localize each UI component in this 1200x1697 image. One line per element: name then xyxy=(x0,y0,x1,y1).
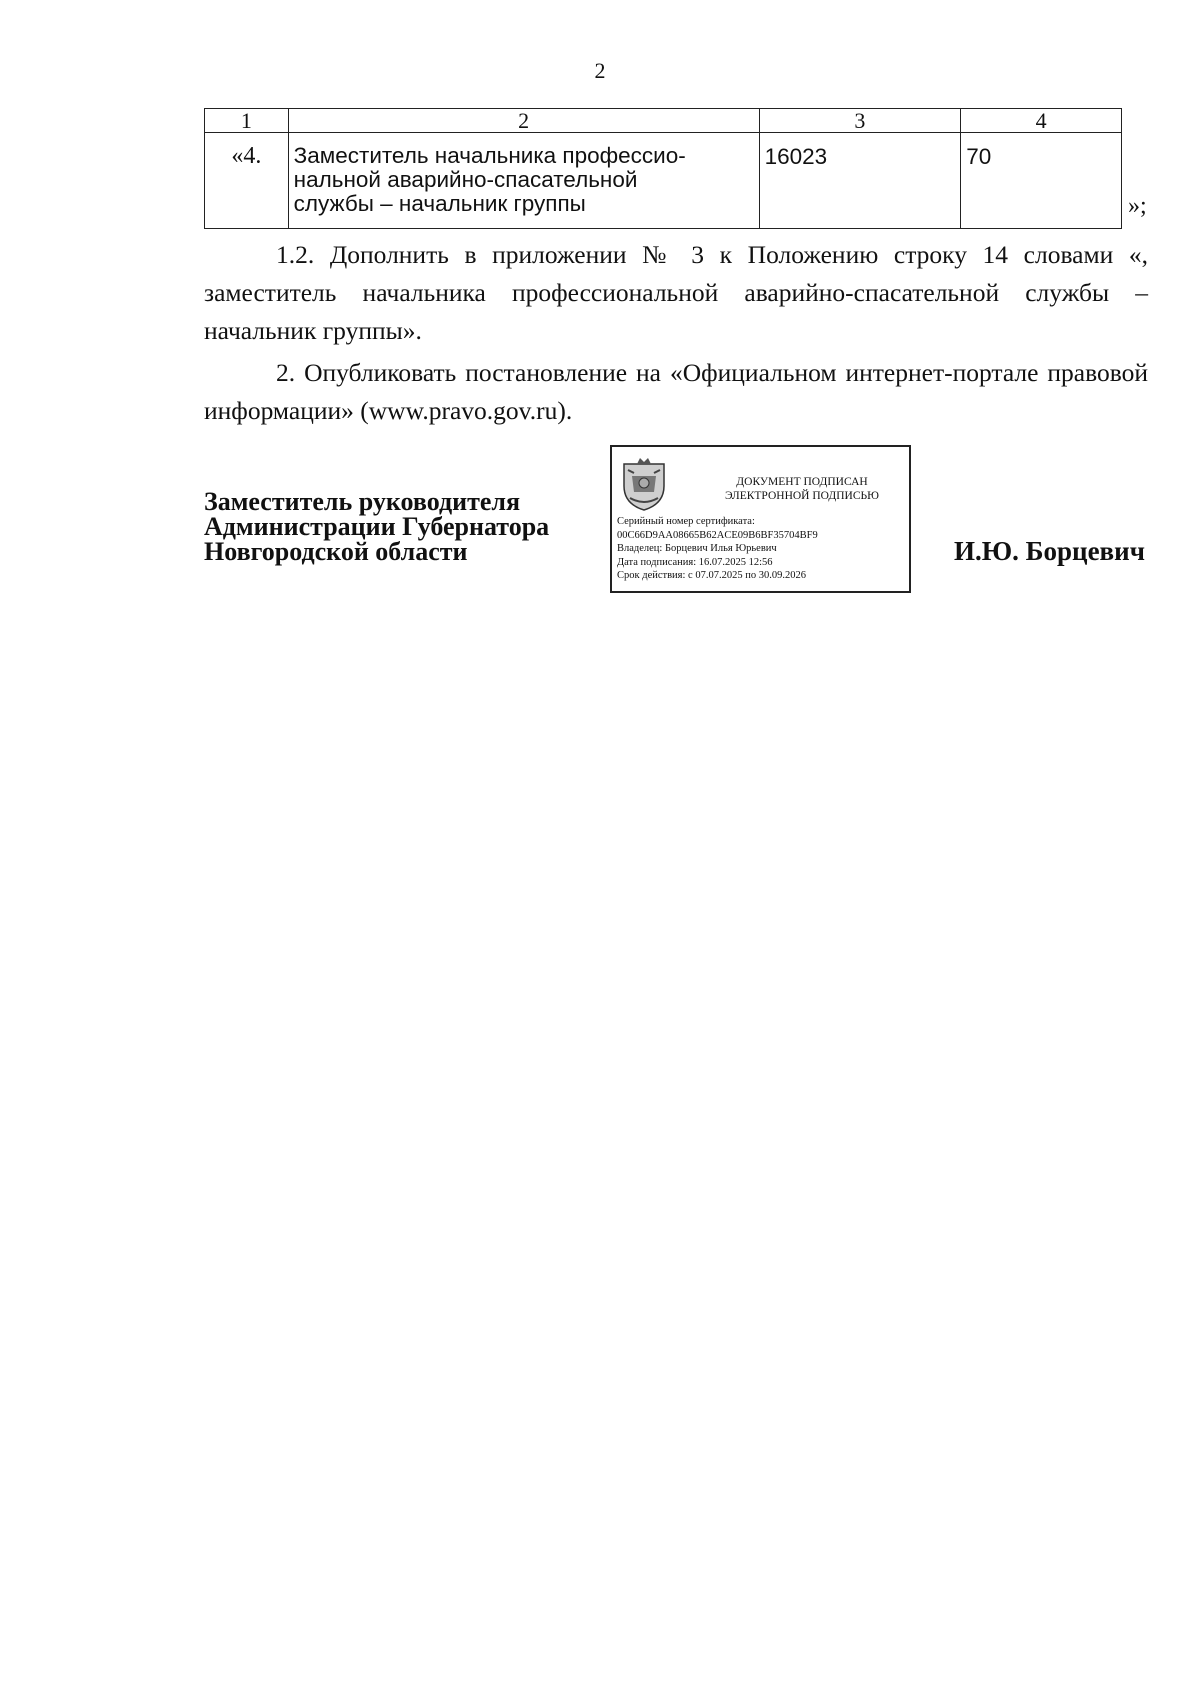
page-number: 2 xyxy=(594,58,606,83)
paragraph-text: 2. Опубликовать постановление на «Официальном интернет-портале правовой информации» (www.pravo.gov.ru). xyxy=(204,358,1148,425)
position-line: нальной аварийно-спасательной xyxy=(293,167,638,192)
stamp-heading xyxy=(704,475,900,503)
position-title xyxy=(288,133,759,229)
signatory-name: И.Ю. Борцевич xyxy=(954,536,1145,566)
header-cell-4: 4 xyxy=(961,109,1122,133)
paragraph-1-2 xyxy=(204,236,1148,350)
signing-date: Дата подписания: 16.07.2025 12:56 xyxy=(617,556,773,568)
coat-of-arms-icon xyxy=(620,456,668,512)
closing-quote: »; xyxy=(1128,193,1147,219)
amendment-table xyxy=(204,108,1122,229)
certificate-serial: 00C66D9AA08665B62ACE09B6BF35704BF9 xyxy=(617,529,818,541)
position-line: службы – начальник группы xyxy=(293,191,586,216)
signatory-title-line: Заместитель руководителя xyxy=(204,487,521,516)
signatory-title xyxy=(204,489,549,564)
electronic-signature-stamp xyxy=(610,445,911,593)
signatory-title-line: Администрации Губернатора xyxy=(204,512,550,541)
signatory-title-line: Новгородской области xyxy=(204,537,468,566)
header-cell-2: 2 xyxy=(288,109,759,133)
header-cell-3: 3 xyxy=(759,109,961,133)
paragraph-text: 1.2. Дополнить в приложении № 3 к Положению строку 14 словами «, заместитель начальника профессиональной аварийно-спасательной службы – начальник группы». xyxy=(204,240,1148,345)
table-row xyxy=(205,133,1122,229)
header-cell-1: 1 xyxy=(205,109,289,133)
stamp-heading-line: ЭЛЕКТРОННОЙ ПОДПИСЬЮ xyxy=(725,490,879,502)
row-number: «4. xyxy=(205,133,289,229)
certificate-label: Серийный номер сертификата: xyxy=(617,516,755,527)
stamp-heading-line: ДОКУМЕНТ ПОДПИСАН xyxy=(736,476,868,488)
paragraph-2 xyxy=(204,354,1148,430)
table-header-row xyxy=(205,109,1122,133)
certificate-owner: Владелец: Борцевич Илья Юрьевич xyxy=(617,543,777,554)
position-line: Заместитель начальника профессио- xyxy=(293,143,686,168)
row-col3-value: 16023 xyxy=(759,133,961,229)
row-col4-value: 70 xyxy=(961,133,1122,229)
validity-period: Срок действия: с 07.07.2025 по 30.09.2026 xyxy=(617,570,806,581)
stamp-details xyxy=(617,515,818,583)
